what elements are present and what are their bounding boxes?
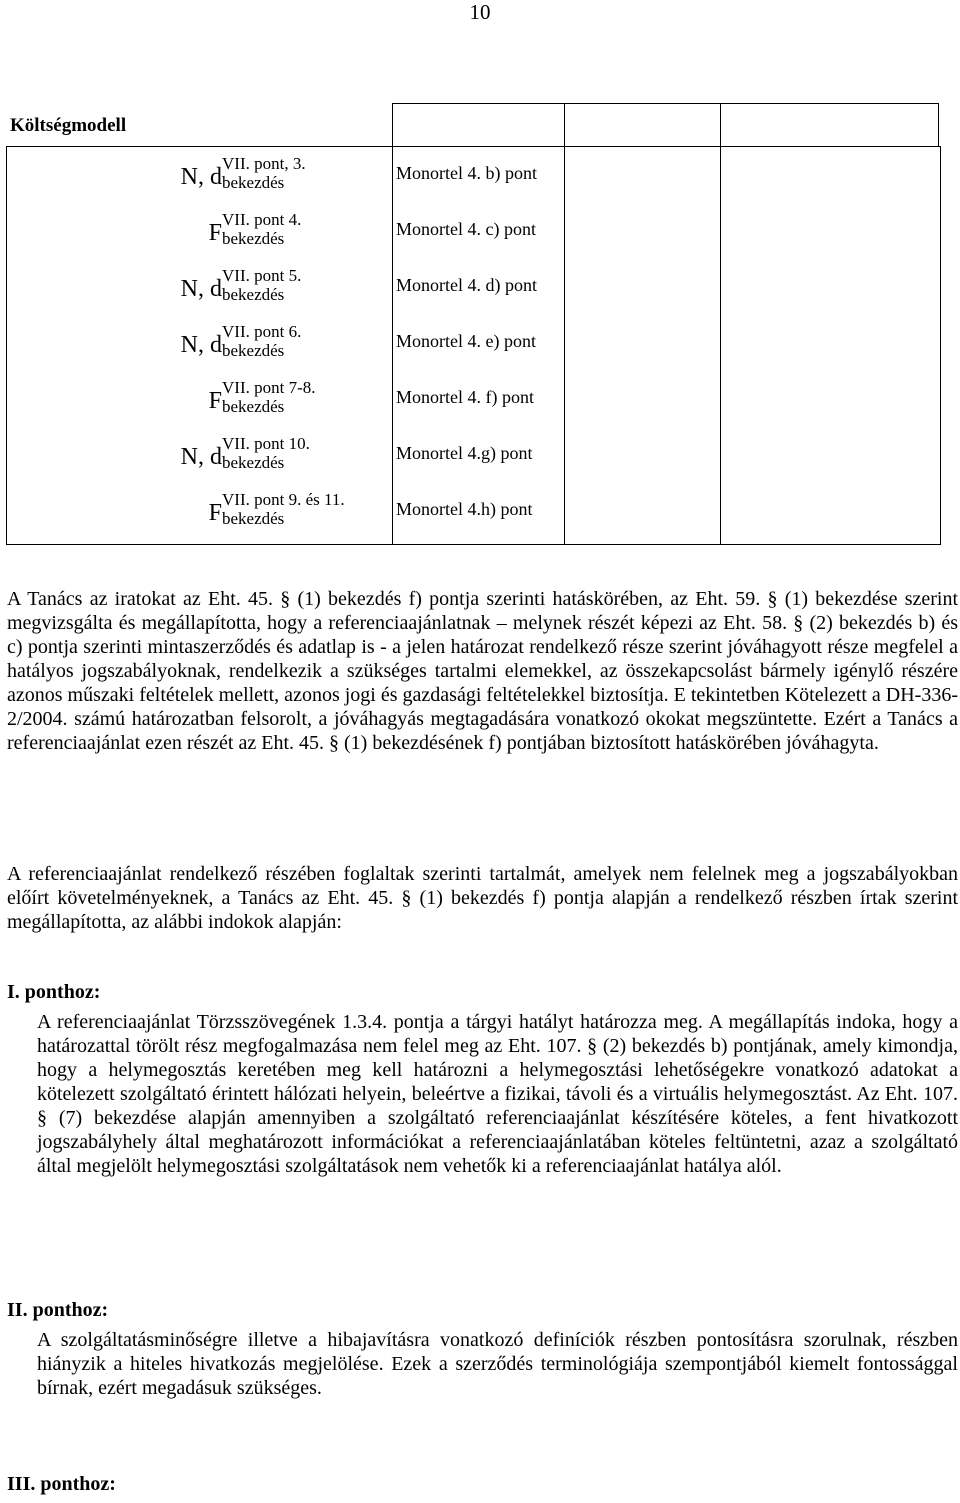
row-reference: Monortel 4. c) pont: [396, 219, 536, 239]
row-letter: F: [208, 388, 222, 414]
row-section: VII. pont 5. bekezdés: [222, 266, 302, 304]
table-row: [6, 378, 386, 434]
row-letter: F: [208, 500, 222, 526]
table-row: [6, 434, 386, 490]
table-row: [6, 154, 386, 210]
paragraph-point-i: A referenciaajánlat Törzsszövegének 1.3.4. pontja a tárgyi hatályt határozza meg. A megállapítás indoka, hogy a határozattal törölt rész megfogalmazása nem felel meg az Eht. 107. § (2) bekezdés b) pontjának, amely kimondja, hogy a helymegosztás keretében meg kell határozni a helymegosztási lehetőségekre vonatkozó adatokat a kötelezett szolgáltató érintett hálózati helyein, beleértve a fizikai, távoli és a virtuális helymegosztást. Az Eht. 107. § (7) bekezdése alapján amennyiben a szolgáltató referenciaajánlat készítésére köteles, a fent hivatkozott jogszabályhely által meghatározott információkat a referenciaajánlatában köteles feltüntetni, azaz a szolgáltató által megjelölt helymegosztási szolgáltatások nem vehetők ki a referenciaajánlat hatálya alól.: [37, 1011, 958, 1177]
row-section: VII. pont 7-8. bekezdés: [222, 378, 316, 416]
section-heading-i: I. ponthoz:: [7, 981, 101, 1003]
paragraph-findings: A referenciaajánlat rendelkező részében foglaltak szerinti tartalmát, amelyek nem felelnek meg a jogszabályokban előírt követelményeknek, a Tanács az Eht. 45. § (1) bekezdés f) pontja alapján a rendelkező részben írtak szerint megállapította, az alábbi indokok alapján:: [7, 863, 958, 933]
column-divider: [392, 103, 393, 544]
row-reference: Monortel 4.h) pont: [396, 499, 533, 519]
section-heading-iii: III. ponthoz:: [7, 1473, 116, 1495]
row-section: VII. pont 6. bekezdés: [222, 322, 302, 360]
row-letter: N, d: [180, 332, 222, 358]
table-row: [6, 322, 386, 378]
table-row: [6, 210, 386, 266]
row-reference: Monortel 4. f) pont: [396, 387, 534, 407]
column-divider: [720, 103, 721, 544]
row-letter: N, d: [180, 164, 222, 190]
table-header-border: [392, 103, 939, 147]
row-letter: N, d: [180, 444, 222, 470]
row-reference: Monortel 4.g) pont: [396, 443, 533, 463]
section-heading-ii: II. ponthoz:: [7, 1299, 109, 1321]
paragraph-decision: A Tanács az iratokat az Eht. 45. § (1) bekezdés f) pontja szerinti hatáskörében, az Eht. 59. § (1) bekezdése szerint megvizsgálta és megállapította, hogy a referenciaajánlatnak – melynek részét képezi az Eht. 58. § (2) bekezdés b) és c) pontja szerinti mintaszerződés és adatlap is - a jelen határozat rendelkező része szerint jóváhagyott része megfelel a hatályos jogszabályoknak, rendelkezik a szükséges tartalmi elemekkel, az összekapcsolást bármely igénylő részére azonos műszaki feltételek mellett, azonos jogi és gazdasági feltételekkel biztosítja. E tekintetben Kötelezett a DH-336-2/2004. számú határozatban felsorolt, a jóváhagyás megtagadására vonatkozó okokat megszüntette. Ezért a Tanács a referenciaajánlat ezen részét az Eht. 45. § (1) bekezdésének f) pontjában biztosított hatáskörében jóváhagyta.: [7, 588, 958, 754]
paragraph-point-ii: A szolgáltatásminőségre illetve a hibajavításra vonatkozó definíciók részben pontosításra szorulnak, részben hiányzik a hiteles hivatkozás megjelölése. Ezek a szerződés terminológiája szempontjából kiemelt fontossággal bírnak, ezért megadásuk szükséges.: [37, 1329, 958, 1399]
row-reference: Monortel 4. b) pont: [396, 163, 537, 183]
row-letter: F: [208, 220, 222, 246]
cost-model-table: [6, 103, 941, 545]
table-row: [6, 490, 386, 546]
row-section: VII. pont 4. bekezdés: [222, 210, 302, 248]
row-section: VII. pont 9. és 11. bekezdés: [222, 490, 345, 528]
page-number: 10: [469, 0, 491, 24]
row-reference: Monortel 4. e) pont: [396, 331, 536, 351]
column-divider: [564, 103, 565, 544]
row-letter: N, d: [180, 276, 222, 302]
table-title: Költségmodell: [10, 115, 127, 136]
row-section: VII. pont, 3. bekezdés: [222, 154, 306, 192]
row-reference: Monortel 4. d) pont: [396, 275, 537, 295]
row-section: VII. pont 10. bekezdés: [222, 434, 310, 472]
table-row: [6, 266, 386, 322]
